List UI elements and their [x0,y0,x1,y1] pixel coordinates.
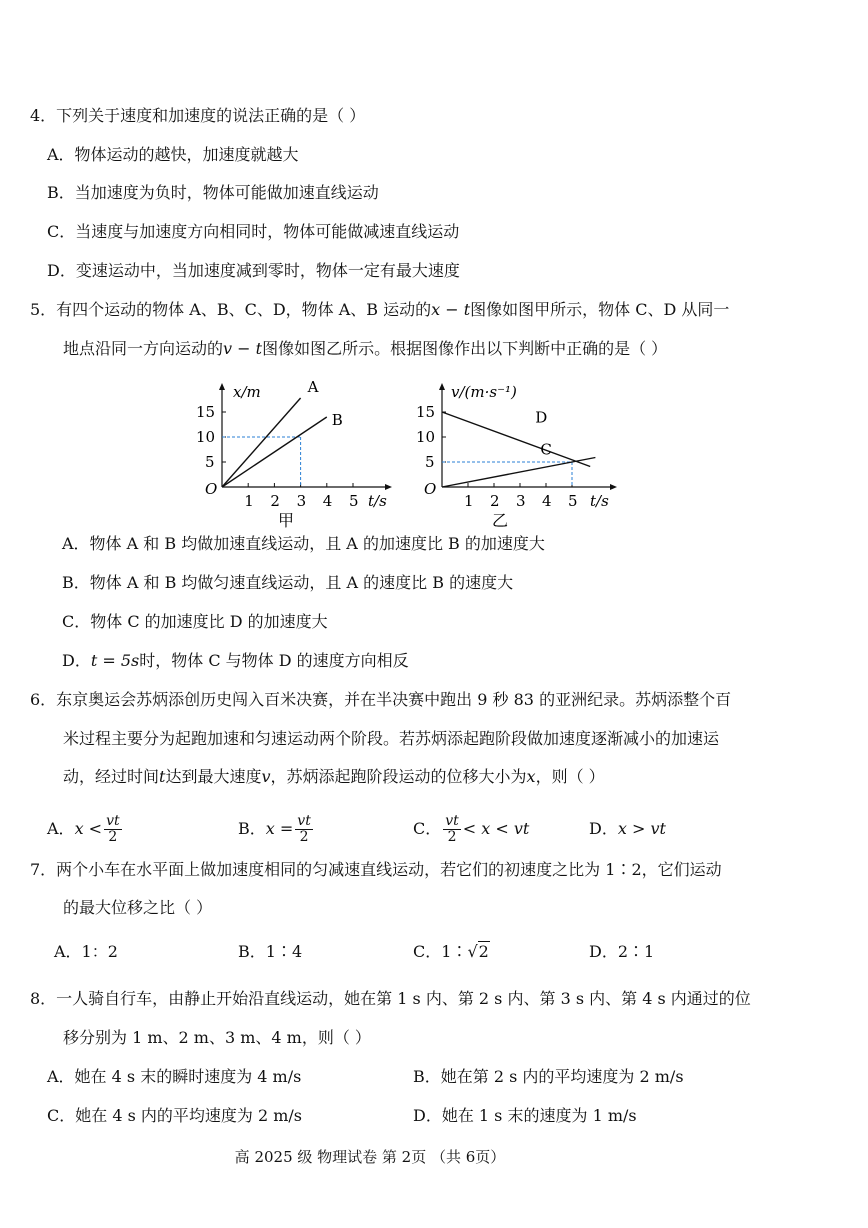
option-label: B． [238,819,266,838]
time-expression: t = 5s [90,651,140,670]
var-v: v [261,767,271,786]
expr: x > vt [617,819,666,838]
q8-option-d: D．她在 1 s 末的速度为 1 m/s [413,1106,637,1125]
frac-num: vt [106,813,120,829]
q7-option-d: D．2∶1 [589,942,655,961]
expr-left: x < [74,819,103,838]
y-axis-label: v/(m·s⁻¹) [451,383,517,401]
origin-label: O [205,480,218,498]
q6-option-c [413,812,529,846]
x-tick-label: 2 [270,492,280,510]
q7-stem-line2: 的最大位移之比（ ） [63,898,213,917]
fraction-vt-over-2 [104,814,122,845]
q6-stem-line2: 米过程主要分为起跑加速和匀速运动两个阶段。若苏炳添起跑阶段做加速度逐渐减小的加速运 [63,729,720,748]
q4-option-c: C．当速度与加速度方向相同时，物体可能做减速直线运动 [47,222,460,241]
expr-right: < x < vt [462,819,530,838]
page-footer: 高 2025 级 物理试卷 第 2页 （共 6页） [234,1148,506,1166]
y-axis-arrow [439,383,445,390]
frac-num: vt [445,813,459,829]
x-axis-label: t/s [368,492,387,510]
chart-caption: 甲 [278,511,295,530]
series-line-D [442,412,590,467]
q5-stem-text: 图像如图甲所示，物体 C、D 从同一 [470,300,730,319]
q5-stem-line1 [30,300,729,320]
origin-label: O [424,480,437,498]
x-tick-label: 4 [542,492,552,510]
chart-caption: 乙 [492,511,509,530]
q5-vt-symbol: v − t [223,339,263,358]
q4-option-b: B．当加速度为负时，物体可能做加速直线运动 [47,183,379,202]
chart-yi [418,375,623,535]
y-tick-label: 10 [416,428,436,446]
q6-text: 动，经过时间 [63,767,160,786]
x-tick-label: 5 [568,492,578,510]
q8-option-b: B．她在第 2 s 内的平均速度为 2 m/s [413,1067,684,1086]
series-label-D: D [535,408,548,427]
q6-option-b [238,812,315,846]
fraction-vt-over-2 [443,814,461,845]
var-t: t [159,767,166,786]
q5-option-b: B．物体 A 和 B 均做匀速直线运动，且 A 的速度比 B 的速度大 [62,573,514,592]
q5-stem-text: 地点沿同一方向运动的 [63,339,224,358]
y-axis-arrow [219,383,225,390]
sqrt-sign: √ [467,942,478,961]
q6-text: ，苏炳添起跑阶段运动的位移大小为 [270,767,527,786]
q4-option-d: D．变速运动中，当加速度减到零时，物体一定有最大速度 [47,261,460,280]
series-label-A: A [307,378,319,396]
x-tick-label: 2 [490,492,500,510]
y-tick-label: 5 [205,453,215,471]
option-label: C． [413,819,442,838]
var-x: x [526,767,536,786]
q5-stem-text: 5．有四个运动的物体 A、B、C、D，物体 A、B 运动的 [30,300,432,319]
q6-option-d [589,812,666,846]
q4-option-a: A．物体运动的越快，加速度就越大 [47,145,299,164]
q5-xt-symbol: x − t [431,300,471,319]
q5-option-c: C．物体 C 的加速度比 D 的加速度大 [62,612,328,631]
x-tick-label: 3 [516,492,526,510]
q8-option-c: C．她在 4 s 内的平均速度为 2 m/s [47,1106,303,1125]
q5-stem-line2 [63,339,667,359]
y-axis-label: x/m [233,383,261,401]
q7-stem-line1: 7．两个小车在水平面上做加速度相同的匀减速直线运动，若它们的初速度之比为 1∶2，它们运动 [30,860,722,879]
q8-stem-line1: 8．一人骑自行车，由静止开始沿直线运动，她在第 1 s 内、第 2 s 内、第 3 s 内、第 4 s 内通过的位 [30,989,751,1008]
q6-stem-line1: 6．东京奥运会苏炳添创历史闯入百米决赛，并在半决赛中跑出 9 秒 83 的亚洲纪录。苏炳添整个百 [30,690,732,709]
q7-option-b: B．1∶4 [238,942,303,961]
option-label: D． [62,651,91,670]
sqrt-radicand: 2 [478,942,489,961]
y-tick-label: 15 [196,403,216,421]
q6-text: 达到最大速度 [165,767,262,786]
option-label: C．1∶ [413,942,468,961]
q8-stem-line2: 移分别为 1 m、2 m、3 m、4 m，则（ ） [63,1028,371,1047]
x-tick-label: 5 [349,492,359,510]
q5-stem-text: 图像如图乙所示。根据图像作出以下判断中正确的是（ ） [262,339,668,358]
x-tick-label: 1 [464,492,474,510]
y-tick-label: 15 [416,403,436,421]
expr-left: x = [265,819,294,838]
q8-option-a: A．她在 4 s 末的瞬时速度为 4 m/s [47,1067,302,1086]
q7-option-c [413,942,490,962]
q7-option-a: A．1：2 [54,942,118,961]
chart-jia [190,375,400,535]
series-label-B: B [331,411,343,429]
q4-stem: 4．下列关于速度和加速度的说法正确的是（ ） [30,106,366,125]
frac-num: vt [297,813,311,829]
x-axis-arrow [610,484,617,490]
x-tick-label: 1 [244,492,254,510]
frac-den: 2 [447,829,457,845]
x-axis-arrow [385,484,392,490]
q5-option-a: A．物体 A 和 B 均做加速直线运动，且 A 的加速度比 B 的加速度大 [62,534,545,553]
option-label: D． [589,819,618,838]
x-tick-label: 3 [296,492,307,510]
option-text: 时，物体 C 与物体 D 的速度方向相反 [139,651,409,670]
q6-option-a [47,812,124,846]
option-label: A． [47,819,75,838]
q5-option-d [62,651,409,671]
x-tick-label: 4 [322,492,333,510]
q6-text: ，则（ ） [535,767,605,786]
x-axis-label: t/s [590,492,609,510]
frac-den: 2 [108,829,118,845]
y-tick-label: 10 [196,428,216,446]
y-tick-label: 5 [425,453,435,471]
q6-stem-line3 [63,767,605,787]
series-label-C: C [540,440,552,459]
frac-den: 2 [299,829,309,845]
fraction-vt-over-2 [295,814,313,845]
